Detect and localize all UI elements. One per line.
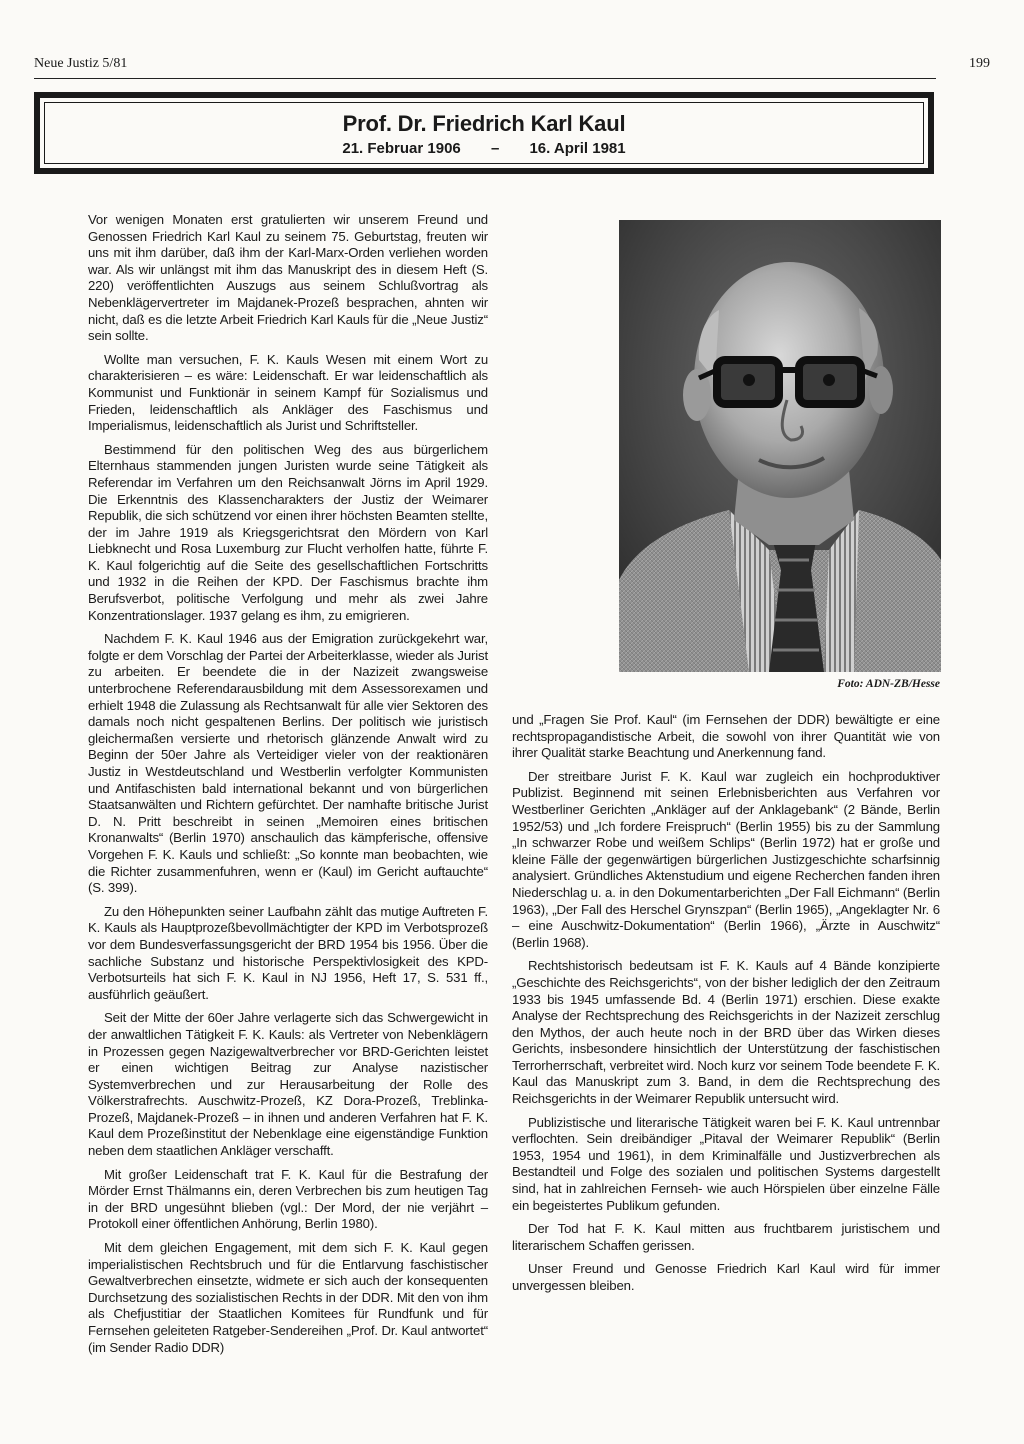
life-dates — [342, 140, 625, 157]
paragraph: Publizistische und literarische Tätigkeit waren bei F. K. Kaul untrennbar verflochten. Sein dreibändiger „Pitaval der Weimarer Republik“ (Berlin 1953, 1954 und 1961), in dem Kriminalfälle und Justizverbrechen als Bestandteil und Folge des sozialen und politischen Systems dargestellt sind, hat in zahlreichen Fernseh- wie auch Hörspielen über einzelne Fälle ein begeistertes Publikum gefunden. — [512, 1114, 940, 1213]
running-head — [34, 56, 990, 76]
title-box — [34, 92, 934, 174]
birth-date: 21. Februar 1906 — [342, 140, 461, 157]
paragraph: Bestimmend für den politischen Weg des aus bürgerlichem Elternhaus stammenden jungen Juristen wurde seine Tätigkeit als Referendar im Verfahren um den Reichsanwalt Jörns im April 1929. Die Erkenntnis des Klassencharakters der Justiz der Weimarer Republik, die sich schützend vor einen ihrer höchsten Beamten stellte, der im Jahre 1919 als Kriegsgerichtsrat den Mördern von Karl Liebknecht und Rosa Luxemburg zur Flucht verholfen hatte, führte F. K. Kaul folgerichtig auf die Seite des gesellschaftlichen Fortschritts und 1932 in die Reihen der KPD. Der Faschismus brachte ihm Berufsverbot, politische Verfolgung und mehr als zwei Jahre Konzentrationslager. 1937 gelang es ihm, zu emigrieren. — [88, 441, 489, 623]
paragraph: Der Tod hat F. K. Kaul mitten aus fruchtbarem juristischem und literarischem Schaffen gerissen. — [512, 1221, 940, 1253]
paragraph: Unser Freund und Genosse Friedrich Karl Kaul wird für immer unvergessen bleiben. — [512, 1261, 940, 1293]
paragraph: Nachdem F. K. Kaul 1946 aus der Emigration zurückgekehrt war, folgte er dem Vorschlag der Partei der Arbeiterklasse, wieder als Jurist zu arbeiten. Er beendete die in der Nazizeit zwangsweise unterbrochene Referendarausbildung mit dem Assessorexamen und erhielt 1948 die Zulassung als Rechtsanwalt für alle vier Sektoren des damals noch nicht gespaltenen Berlins. Der politisch wie juristisch gleichermaßen versierte und rhetorisch glänzende Anwalt wird zu Beginn der 50er Jahre als Verteidiger vieler von der reaktionären Justiz in Westdeutschland und Westberlin verfolgter Kommunisten und Antifaschisten bald international bekannt und von bürgerlichen Staatsanwälten und Richtern gefürchtet. Der namhafte britische Jurist D. N. Pritt beschreibt in seinen „Memoiren eines britischen Kronanwalts“ (Berlin 1970) anschaulich das kämpferische, offensive Vorgehen F. K. Kauls und schließt: „So konnte man beobachten, wie die Richter zusammenfuhren, wenn er (Kaul) im Gericht auftauchte“ (S. 399). — [88, 631, 488, 896]
obituary-title: Prof. Dr. Friedrich Karl Kaul — [342, 111, 626, 136]
page-number: 199 — [969, 56, 990, 71]
portrait-photo — [619, 220, 941, 672]
journal-issue: Neue Justiz 5/81 — [34, 56, 128, 71]
date-dash: – — [490, 140, 500, 157]
paragraph: Zu den Höhepunkten seiner Laufbahn zählt das mutige Auftreten F. K. Kauls als Hauptprozeßbevollmächtigter der KPD im Verbotsprozeß vor dem Bundesverfassungsgericht der BRD 1954 bis 1956. Über die sachliche Substanz und historische Perspektivlosigkeit des KPD-Verbotsurteils hat sich F. K. Kaul in NJ 1956, Heft 17, S. 531 ff., ausführlich geäußert. — [88, 903, 488, 1002]
paragraph: Vor wenigen Monaten erst gratulierten wir unserem Freund und Genossen Friedrich Karl Kaul zu seinem 75. Geburtstag, freuten wir uns mit ihm darüber, daß ihm der Karl-Marx-Orden verliehen worden war. Als wir unlängst mit ihm das Manuskript des in diesem Heft (S. 220) veröffentlichten Auszugs aus seinem Schlußvortrag als Nebenklägervertreter im Majdanek-Prozeß besprachen, ahnten wir nicht, daß es die letzte Arbeit Friedrich Karl Kauls für die „Neue Justiz“ sein sollte. — [88, 212, 488, 344]
photo-caption: Foto: ADN-ZB/Hesse — [837, 678, 940, 690]
paragraph: Wollte man versuchen, F. K. Kauls Wesen mit einem Wort zu charakterisieren – es wäre: Leidenschaft. Er war leidenschaftlich als Kommunist und Funktionär in seinem Kampf für Sozialismus und Frieden, leidenschaftlich als Ankläger des Faschismus und Imperialismus, leidenschaftlich als Jurist und Schriftsteller. — [88, 351, 488, 434]
paragraph: Mit großer Leidenschaft trat F. K. Kaul für die Bestrafung der Mörder Ernst Thälmanns ein, deren Verbrechen bis zum heutigen Tag in der BRD ungesühnt blieben (vgl.: Der Mord, der nie verjährt – Protokoll einer öffentlichen Anhörung, Berlin 1980). — [88, 1166, 488, 1232]
paragraph: Rechtshistorisch bedeutsam ist F. K. Kauls auf 4 Bände konzipierte „Geschichte des Reichsgerichts“, von der bisher lediglich der den Zeitraum 1933 bis 1945 umfassende Bd. 4 (Berlin 1971) erschien. Diese exakte Analyse der Rechtsprechung des Reichsgerichts in der Nazizeit zerschlug den Mythos, der auch heute noch in der BRD über das Wirken dieses Gerichts, insbesondere hinsichtlich der Unterstützung der faschistischen Terrorherrschaft, verbreitet wird. Noch kurz vor seinem Tode beendete F. K. Kaul das Manuskript zum 3. Band, in dem die Rechtsprechung des Reichsgerichts in der Weimarer Republik untersucht wird. — [512, 958, 940, 1107]
left-column — [88, 212, 488, 1363]
right-column — [512, 712, 940, 1302]
paragraph: und „Fragen Sie Prof. Kaul“ (im Fernsehen der DDR) bewältigte er eine rechtspropagandistische Arbeit, die sowohl von ihrer Quantität wie von ihrer Qualität starke Beachtung und Anerkennung fand. — [512, 712, 940, 761]
title-box-inner — [44, 102, 924, 164]
header-rule — [34, 78, 936, 79]
paragraph: Mit dem gleichen Engagement, mit dem sich F. K. Kaul gegen imperialistischen Rechtsbruch und für die Entlarvung faschistischer Gewaltverbrechen einsetzte, widmete er sich auch der konsequenten Durchsetzung des sozialistischen Rechts in der DDR. Mit den von ihm als Chefjustitiar der Staatlichen Komitees für Rundfunk und für Fernsehen geleiteten Ratgeber-Sendereihen „Prof. Dr. Kaul antwortet“ (im Sender Radio DDR) — [88, 1240, 488, 1355]
paragraph: Der streitbare Jurist F. K. Kaul war zugleich ein hochproduktiver Publizist. Beginnend mit seinen Erlebnisberichten aus Verfahren vor Westberliner Gerichten „Ankläger auf der Anklagebank“ (2 Bände, Berlin 1952/53) und „Ich fordere Freispruch“ (Berlin 1955) bis zu der Sammlung „In schwarzer Robe und weißem Schlips“ (Berlin 1972) hat er große und kleine Fälle der gegenwärtigen bürgerlichen Justizgeschichte scharfsinnig analysiert. Gründliches Aktenstudium und eigene Recherchen fanden ihren Niederschlag u. a. in den Dokumentarberichten „Der Fall Eichmann“ (Berlin 1963), „Der Fall des Herschel Grynszpan“ (Berlin 1965), „Angeklagter Nr. 6 – eine Auschwitz-Dokumentation“ (Berlin 1966), „Ärzte in Auschwitz“ (Berlin 1968). — [512, 768, 940, 950]
death-date: 16. April 1981 — [529, 140, 626, 157]
paragraph: Seit der Mitte der 60er Jahre verlagerte sich das Schwergewicht in der anwaltlichen Tätigkeit F. K. Kauls: als Vertreter von Nebenklägern in Prozessen gegen Nazigewaltverbrecher vor BRD-Gerichten leistet er einen wichtigen Beitrag zur Analyse nazistischer Systemverbrechen und zur Herausarbeitung der Rolle des Völkerstrafrechts. Auschwitz-Prozeß, KZ Dora-Prozeß, Treblinka-Prozeß, Majdanek-Prozeß – in ihnen und anderen Verfahren hat F. K. Kaul dem Prozeßinstitut der Nebenklage eine eigenständige Funktion neben dem staatlichen Ankläger verschafft. — [88, 1010, 488, 1159]
portrait-photo-icon — [619, 220, 941, 672]
